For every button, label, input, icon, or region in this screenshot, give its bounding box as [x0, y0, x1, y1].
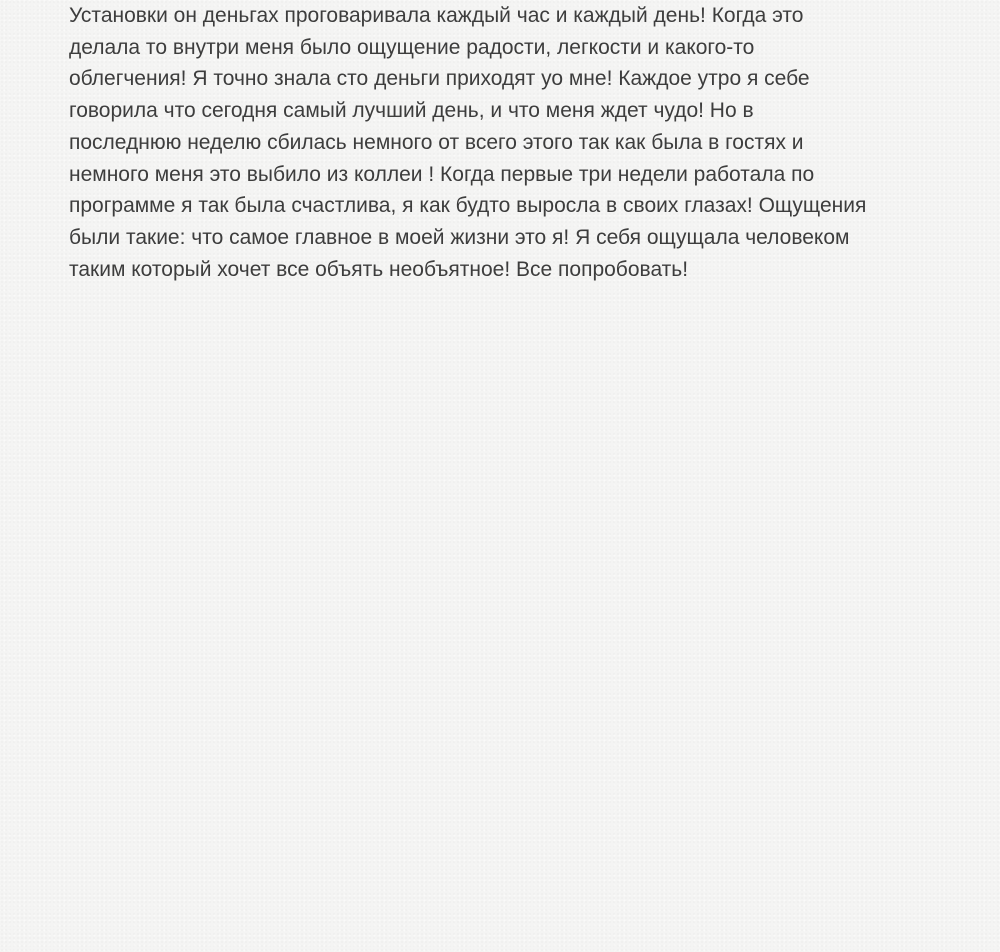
note-line-4: говорила что сегодня самый лучший день, и что меня ждет чудо! Но в — [69, 99, 754, 123]
note-line-5: последнюю неделю сбилась немного от всего этого так как была в гостях и — [69, 130, 804, 154]
note-line-7: программе я так была счастлива, я как будто выросла в своих глазах! Ощущения — [69, 194, 867, 218]
note-line-2: делала то внутри меня было ощущение радости, легкости и какого-то — [69, 35, 755, 59]
note-line-9: таким который хочет все объять необъятное! Все попробовать! — [69, 257, 689, 281]
note-line-8: были такие: что самое главное в моей жизни это я! Я себя ощущала человеком — [69, 225, 850, 249]
note-line-6: немного меня это выбило из коллеи ! Когда первые три недели работала по — [69, 162, 815, 186]
note-text-body[interactable] — [69, 0, 949, 285]
note-line-3: облегчения! Я точно знала сто деньги приходят уо мне! Каждое утро я себе — [69, 67, 810, 91]
note-line-1: Установки он деньгах проговаривала каждый час и каждый день! Когда это — [69, 4, 804, 27]
